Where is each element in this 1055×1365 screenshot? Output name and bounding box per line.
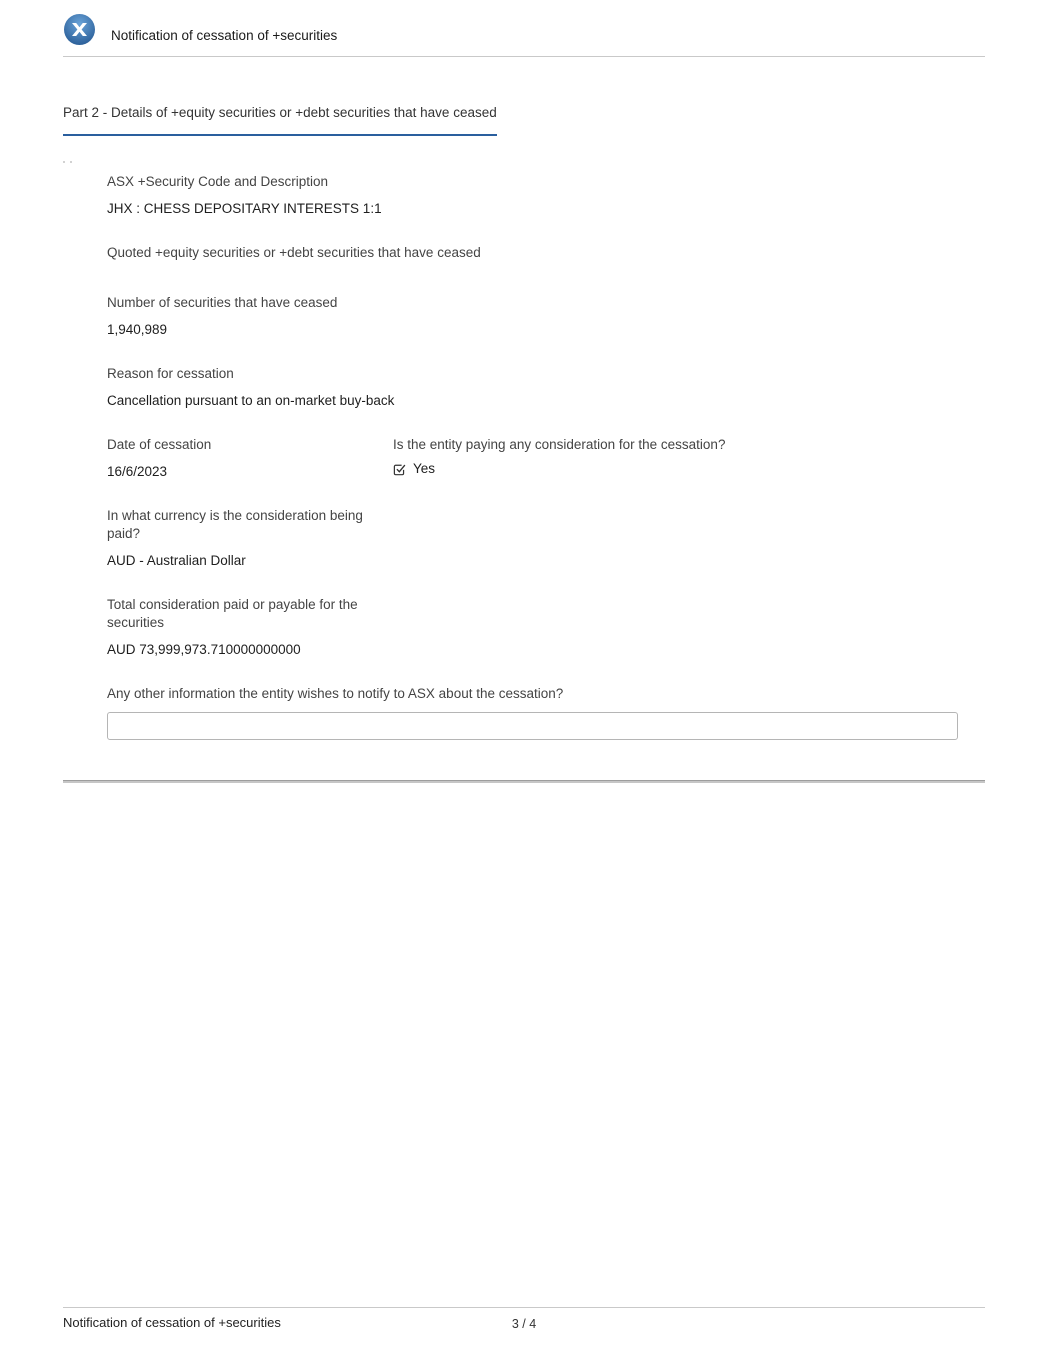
number-ceased-field <box>107 294 985 339</box>
consideration-answer: Yes <box>413 461 436 476</box>
security-code-label: ASX +Security Code and Description <box>107 174 328 189</box>
number-ceased-label: Number of securities that have ceased <box>107 295 338 310</box>
header-title: Notification of cessation of +securities <box>111 28 338 43</box>
page-indicator: 3 / 4 <box>511 1317 537 1331</box>
date-of-cessation-field <box>107 436 393 481</box>
security-code-field <box>107 173 985 218</box>
quoted-securities-note: Quoted +equity securities or +debt securities that have ceased <box>107 245 481 260</box>
total-consideration-field <box>107 596 985 659</box>
reason-value: Cancellation pursuant to an on-market buy-back <box>107 393 395 408</box>
currency-label: In what currency is the consideration being paid? <box>107 508 363 541</box>
other-information-input[interactable] <box>107 712 958 740</box>
header <box>63 0 985 46</box>
date-consideration-row <box>107 436 985 481</box>
part2-heading: Part 2 - Details of +equity securities or +debt securities that have ceased <box>63 105 497 136</box>
consideration-question-label: Is the entity paying any consideration for the cessation? <box>393 437 726 452</box>
part2-content <box>63 173 985 740</box>
footer-title: Notification of cessation of +securities <box>63 1315 281 1330</box>
currency-value: AUD - Australian Dollar <box>107 553 246 568</box>
header-divider <box>63 56 985 57</box>
security-code-value: JHX : CHESS DEPOSITARY INTERESTS 1:1 <box>107 201 382 216</box>
reason-field <box>107 365 985 410</box>
consideration-question-field <box>393 436 985 481</box>
total-consideration-value: AUD 73,999,973.710000000000 <box>107 642 301 657</box>
number-ceased-value: 1,940,989 <box>107 322 168 337</box>
checkbox-checked-icon <box>393 463 406 476</box>
consideration-yes-checkbox[interactable] <box>393 460 985 478</box>
total-consideration-label: Total consideration paid or payable for the securities <box>107 597 358 630</box>
footer <box>63 1307 985 1330</box>
currency-field <box>107 507 985 570</box>
other-information-label: Any other information the entity wishes to notify to ASX about the cessation? <box>107 686 564 701</box>
reason-label: Reason for cessation <box>107 366 234 381</box>
section-divider <box>63 780 985 783</box>
asx-logo-icon <box>63 13 96 46</box>
decorative-dots <box>63 161 72 163</box>
date-of-cessation-value: 16/6/2023 <box>107 464 168 479</box>
other-information-field <box>107 685 985 740</box>
date-of-cessation-label: Date of cessation <box>107 437 212 452</box>
